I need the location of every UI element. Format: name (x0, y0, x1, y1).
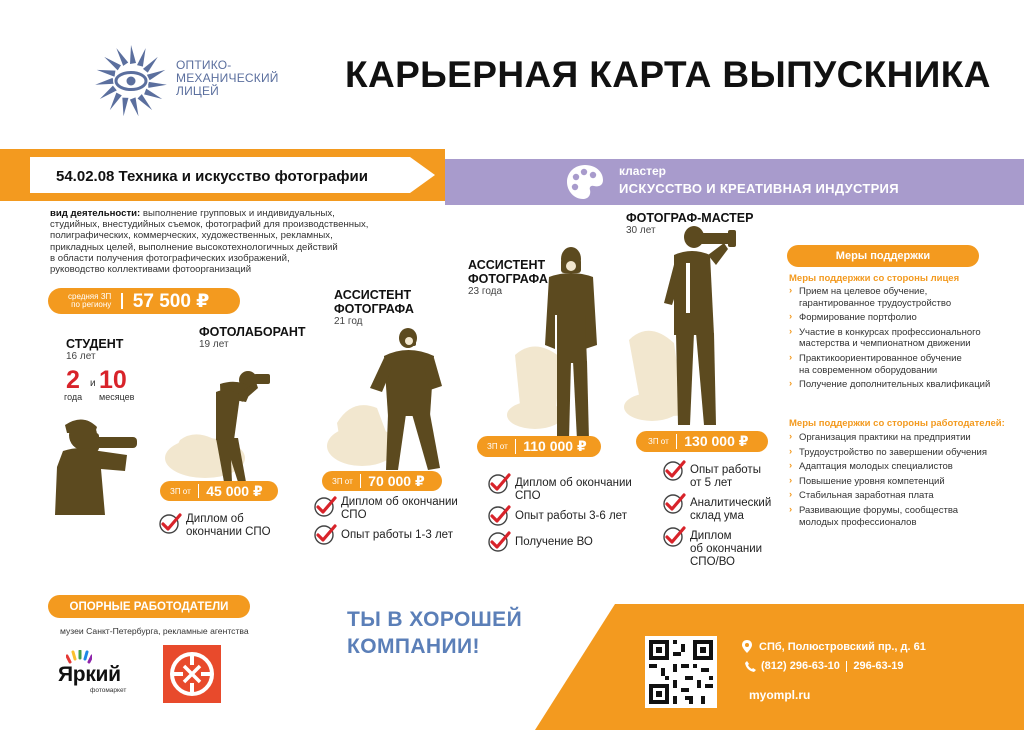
stage-3-age: 23 года (468, 286, 503, 297)
check-circle-icon (662, 493, 686, 515)
support-text: › Трудоустройство по завершении обучения (799, 446, 987, 458)
student-months-number: 10 (99, 366, 127, 394)
activity-line-3: прикладных целей, выполнение высокотехнологичных действий (50, 241, 338, 253)
photographer-figure-stage-3 (505, 245, 615, 445)
check-circle-icon (487, 473, 511, 495)
support-text: на современном оборудовании (799, 364, 938, 376)
requirement-item (662, 460, 787, 490)
support-employer-item (789, 490, 1021, 502)
stage-2-salary-value: 70 000 ₽ (368, 472, 425, 489)
slogan-line-1: ТЫ В ХОРОШЕЙ (347, 608, 523, 631)
check-circle-icon (662, 526, 686, 548)
stage-4-req-2-line-1: Аналитический (690, 497, 772, 509)
photographer-figure-student (55, 415, 140, 515)
logo-line-3: ЛИЦЕЙ (176, 84, 220, 98)
support-employer-item (789, 461, 1021, 473)
cluster-small-label: кластер (619, 164, 667, 178)
palette-icon (565, 163, 605, 201)
specialty-label: 54.02.08 Техника и искусство фотографии (56, 168, 368, 185)
support-text: › Участие в конкурсах профессионального (799, 326, 981, 338)
contact-address-row (742, 640, 926, 653)
stage-2-salary-pill (322, 471, 442, 491)
student-block (66, 337, 176, 362)
yarkiy-logo (54, 650, 144, 700)
eye-flower-icon (93, 43, 169, 119)
support-text: мастерства и чемпионатном движении (799, 338, 971, 350)
stage-4-req-3-line-1: Диплом (690, 530, 732, 542)
activity-line-4: в области получения фотографических изображений, (50, 252, 290, 264)
contact-site[interactable]: myompl.ru (749, 688, 811, 702)
support-lyceum-item (789, 312, 1019, 324)
photographer-figure-stage-4 (624, 225, 764, 430)
support-text: молодых профессионалов (799, 516, 917, 528)
check-circle-icon (158, 513, 182, 535)
support-employer-item (789, 447, 1021, 459)
stage-1-title: ФОТОЛАБОРАНТ (199, 325, 306, 339)
stage-4-salary-prefix: ЗП от (648, 437, 669, 446)
support-text: › Организация практики на предприятии (799, 432, 971, 443)
activity-line-1: студийных, внестудийных съемок, фотографий для производственных, (50, 219, 369, 231)
support-text: гарантированное трудоустройство (799, 297, 952, 309)
check-circle-icon (313, 524, 337, 546)
logo-line-1: ОПТИКО- (176, 58, 232, 72)
photographer-figure-stage-2 (322, 328, 452, 476)
stage-1-req-1-line-2: окончании СПО (186, 526, 271, 538)
stage-1-salary-prefix: ЗП от (170, 486, 191, 496)
stage-4-req-1-line-2: от 5 лет (690, 477, 733, 489)
requirement-item (158, 513, 308, 539)
student-and: и (90, 378, 96, 389)
yarkiy-main: Яркий (58, 663, 121, 686)
support-employer-item (789, 476, 1021, 488)
stage-3-salary-value: 110 000 ₽ (523, 438, 587, 454)
support-text: › Развивающие форумы, сообщества (799, 504, 959, 516)
location-pin-icon (742, 640, 752, 653)
stage-4-req-2-line-2: склад ума (690, 510, 744, 522)
activity-description (50, 208, 380, 275)
check-circle-icon (313, 496, 337, 518)
stage-4-salary-value: 130 000 ₽ (684, 433, 749, 449)
student-years-number: 2 (66, 366, 80, 394)
support-text: › Адаптация молодых специалистов (799, 461, 953, 473)
check-circle-icon (487, 531, 511, 553)
yarkiy-sub: фотомаркет (90, 687, 127, 694)
stage-2-title-block (334, 288, 454, 327)
stage-4-age: 30 лет (626, 225, 656, 236)
logo-line-2: МЕХАНИЧЕСКИЙ (176, 71, 279, 85)
stage-2-req-1-line-1: Диплом об окончании (341, 496, 458, 508)
employers-title-pill (48, 595, 250, 618)
slogan-line-2: КОМПАНИИ! (347, 635, 480, 658)
cluster-name: ИСКУССТВО И КРЕАТИВНАЯ ИНДУСТРИЯ (619, 181, 899, 196)
support-text: › Стабильная заработная плата (799, 490, 934, 502)
student-age: 16 лет (66, 351, 96, 362)
stage-2-req-1-line-2: СПО (341, 509, 367, 521)
activity-label: вид деятельности: (50, 208, 141, 219)
lyceum-logo (93, 43, 293, 118)
support-text: › Получение дополнительных квалификаций (799, 379, 991, 391)
phone-icon (745, 661, 756, 672)
stage-4-req-3-line-2: об окончании (690, 543, 763, 555)
stage-3-req-1-line-1: Диплом об окончании (515, 477, 632, 489)
stage-3-requirements (487, 473, 652, 553)
stage-3-title-line-2: ФОТОГРАФА (468, 272, 548, 286)
support-lyceum-item (789, 286, 1019, 309)
support-lyceum-item (789, 327, 1019, 350)
stage-1-req-1-line-1: Диплом об (186, 513, 244, 525)
student-years-word: года (64, 392, 83, 402)
contact-phone-separator (846, 661, 848, 672)
stage-2-requirements (313, 496, 483, 546)
regional-salary-label-2: по региону (71, 300, 112, 309)
requirement-item (313, 524, 483, 546)
stage-4-req-3-line-3: СПО/ВО (690, 556, 735, 568)
stage-1-requirements (158, 513, 308, 539)
stage-3-req-2-line-1: Опыт работы 3-6 лет (515, 510, 627, 522)
stage-2-title-line-2: ФОТОГРАФА (334, 302, 414, 316)
page-title: КАРЬЕРНАЯ КАРТА ВЫПУСКНИКА (345, 54, 991, 95)
activity-line-0: выполнение групповых и индивидуальных, (140, 208, 335, 219)
specialty-banner (30, 157, 435, 193)
support-text: › Прием на целевое обучение, (799, 286, 928, 297)
contact-phone-2: 296-63-19 (853, 660, 904, 672)
regional-salary-value: 57 500 ₽ (132, 290, 210, 312)
stage-1-title-block (199, 325, 309, 350)
stage-1-salary-value: 45 000 ₽ (206, 482, 263, 499)
support-title-pill (787, 245, 979, 267)
contact-phone-1: (812) 296-63-10 (761, 660, 840, 672)
red-emblem-icon (163, 645, 221, 703)
check-circle-icon (662, 460, 686, 482)
cluster-banner (445, 159, 1024, 205)
photographer-figure-stage-1 (160, 370, 280, 485)
stage-4-req-1-line-1: Опыт работы (690, 464, 761, 476)
support-lyceum-head: Меры поддержки со стороны лицея (789, 273, 960, 284)
activity-line-5: руководство коллективами фотоорганизаций (50, 264, 252, 276)
support-lyceum (789, 273, 1019, 391)
stage-1-salary-pill (160, 481, 278, 501)
slogan (347, 606, 522, 660)
requirement-item (662, 526, 787, 569)
regional-salary-label-1: средняя ЗП (68, 292, 112, 301)
regional-salary-pill (48, 288, 240, 314)
requirement-item (487, 473, 652, 503)
check-circle-icon (487, 505, 511, 527)
support-text: › Практикоориентированное обучение (799, 352, 962, 364)
stage-3-salary-pill (477, 436, 601, 457)
student-months (99, 366, 159, 406)
activity-line-2: полиграфических, коммерческих, художественных, рекламных, (50, 230, 333, 242)
stage-1-age: 19 лет (199, 339, 229, 350)
stage-2-salary-prefix: ЗП от (332, 476, 353, 486)
student-months-word: месяцев (99, 392, 135, 402)
stage-3-req-3-line-1: Получение ВО (515, 536, 593, 548)
contact-address: СПб, Полюстровский пр., д. 61 (759, 640, 926, 653)
support-lyceum-item (789, 379, 1019, 391)
requirement-item (487, 505, 652, 527)
contact-phone-row (745, 660, 904, 672)
qr-code-icon (645, 636, 717, 708)
support-employer-head: Меры поддержки со стороны работодателей: (789, 418, 1005, 429)
support-employer-item (789, 432, 1021, 444)
stage-2-age: 21 год (334, 316, 363, 327)
stage-2-title-line-1: АССИСТЕНТ (334, 288, 412, 302)
support-text: › Повышение уровня компетенций (799, 475, 945, 487)
stage-4-title: ФОТОГРАФ-МАСТЕР (626, 211, 754, 225)
stage-3-title-line-1: АССИСТЕНТ (468, 258, 546, 272)
requirement-item (662, 493, 787, 523)
support-text: › Формирование портфолио (799, 312, 917, 324)
support-title: Меры поддержки (835, 250, 931, 262)
requirement-item (487, 531, 652, 553)
stage-4-salary-pill (636, 431, 768, 452)
requirement-item (313, 496, 483, 522)
employers-title: ОПОРНЫЕ РАБОТОДАТЕЛИ (69, 601, 229, 613)
support-lyceum-item (789, 353, 1019, 376)
stage-3-req-1-line-2: СПО (515, 490, 541, 502)
support-employer-item (789, 505, 1021, 528)
student-title: СТУДЕНТ (66, 337, 124, 351)
stage-3-salary-prefix: ЗП от (487, 442, 508, 451)
employers-text: музеи Санкт-Петербурга, рекламные агентства (60, 626, 249, 636)
stage-2-req-2-line-1: Опыт работы 1-3 лет (341, 529, 453, 541)
stage-4-requirements (662, 460, 787, 569)
support-employers (789, 418, 1021, 528)
